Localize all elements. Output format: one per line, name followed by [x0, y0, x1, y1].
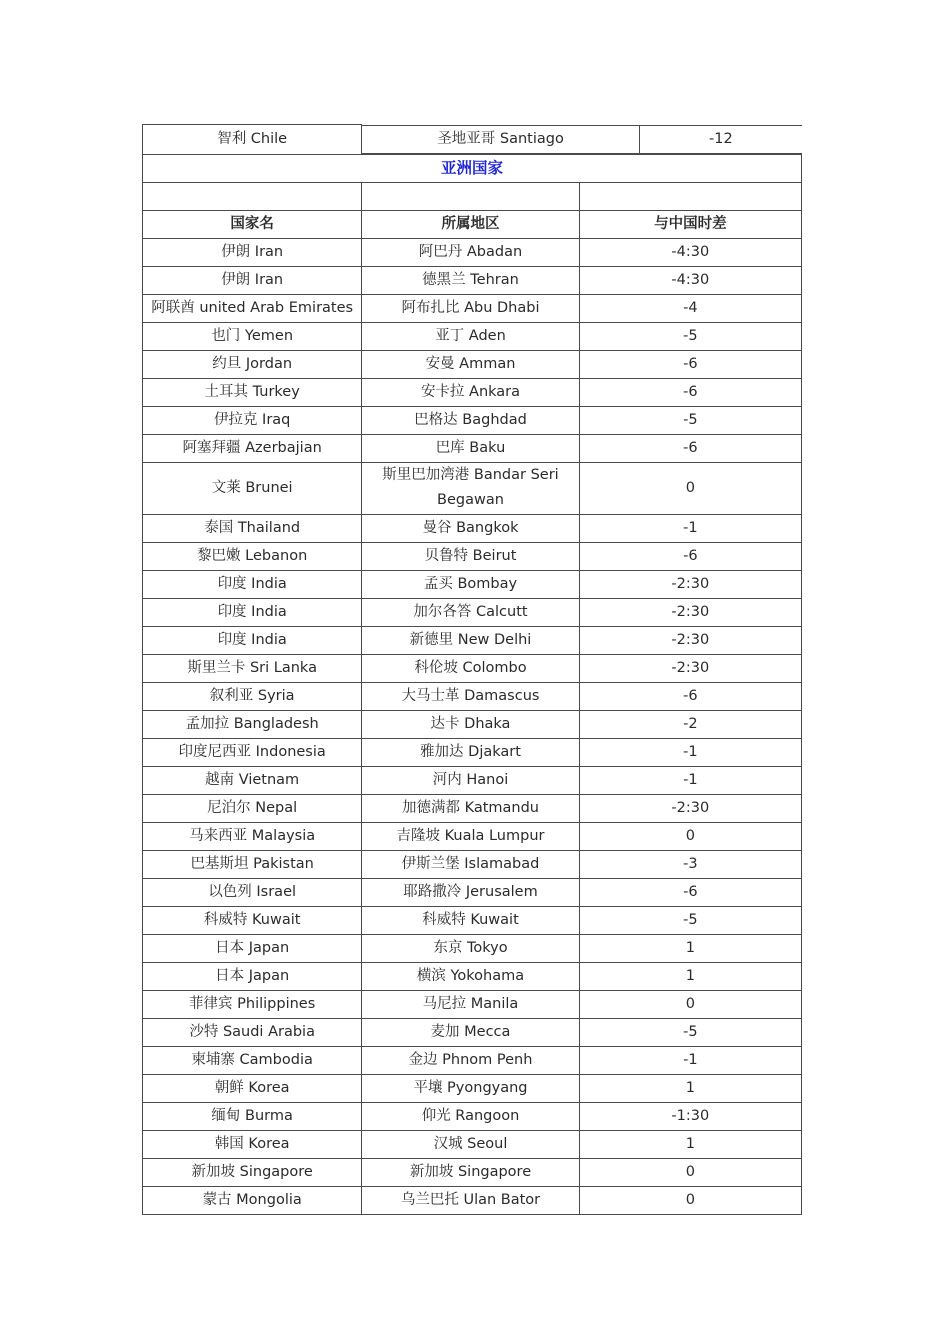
- empty-cell: [143, 182, 362, 210]
- time-diff-cell: -6: [579, 542, 801, 570]
- country-cell: 印度尼西亚 Indonesia: [143, 738, 362, 766]
- city-cell: 曼谷 Bangkok: [362, 514, 579, 542]
- city-cell: [362, 125, 802, 155]
- table-row: [143, 350, 802, 378]
- table-row: [143, 906, 802, 934]
- country-cell: 叙利亚 Syria: [143, 682, 362, 710]
- table-row: [143, 1046, 802, 1074]
- time-diff-cell: 0: [579, 990, 801, 1018]
- city-cell: 巴库 Baku: [362, 434, 579, 462]
- table-row: [143, 1130, 802, 1158]
- country-cell: 印度 India: [143, 626, 362, 654]
- city-cell: 科威特 Kuwait: [362, 906, 579, 934]
- time-diff-cell: -12: [639, 125, 801, 153]
- header-region: 所属地区: [362, 210, 579, 238]
- city-cell: 平壤 Pyongyang: [362, 1074, 579, 1102]
- country-cell: 巴基斯坦 Pakistan: [143, 850, 362, 878]
- table-row: [143, 1018, 802, 1046]
- time-diff-cell: -4:30: [579, 238, 801, 266]
- country-cell: 文莱 Brunei: [143, 462, 362, 514]
- country-cell: 柬埔寨 Cambodia: [143, 1046, 362, 1074]
- time-diff-cell: 1: [579, 934, 801, 962]
- time-diff-cell: 1: [579, 962, 801, 990]
- country-cell: 土耳其 Turkey: [143, 378, 362, 406]
- city-cell: 加尔各答 Calcutt: [362, 598, 579, 626]
- time-diff-cell: 0: [579, 1186, 801, 1214]
- city-cell: 马尼拉 Manila: [362, 990, 579, 1018]
- time-diff-cell: -4:30: [579, 266, 801, 294]
- table-row: [143, 934, 802, 962]
- city-cell: 耶路撒冷 Jerusalem: [362, 878, 579, 906]
- time-diff-cell: -1:30: [579, 1102, 801, 1130]
- table-row: [143, 266, 802, 294]
- city-cell: 亚丁 Aden: [362, 322, 579, 350]
- table-row: [143, 1074, 802, 1102]
- country-cell: 泰国 Thailand: [143, 514, 362, 542]
- country-cell: 伊拉克 Iraq: [143, 406, 362, 434]
- city-cell: 安曼 Amman: [362, 350, 579, 378]
- country-cell: 沙特 Saudi Arabia: [143, 1018, 362, 1046]
- country-cell: 新加坡 Singapore: [143, 1158, 362, 1186]
- time-diff-cell: -5: [579, 406, 801, 434]
- city-cell: 大马士革 Damascus: [362, 682, 579, 710]
- table-row: [143, 738, 802, 766]
- country-cell: 蒙古 Mongolia: [143, 1186, 362, 1214]
- city-cell: 贝鲁特 Beirut: [362, 542, 579, 570]
- time-diff-cell: -4: [579, 294, 801, 322]
- time-diff-cell: -6: [579, 682, 801, 710]
- table-row: [143, 1102, 802, 1130]
- table-row: [143, 626, 802, 654]
- time-diff-cell: 1: [579, 1074, 801, 1102]
- city-cell: 阿巴丹 Abadan: [362, 238, 579, 266]
- time-diff-cell: -3: [579, 850, 801, 878]
- country-cell: 印度 India: [143, 598, 362, 626]
- city-cell: 圣地亚哥 Santiago: [362, 125, 639, 153]
- time-diff-cell: -2:30: [579, 598, 801, 626]
- time-difference-table: [142, 124, 802, 1215]
- city-cell: 乌兰巴托 Ulan Bator: [362, 1186, 579, 1214]
- header-time-diff: 与中国时差: [579, 210, 801, 238]
- time-diff-cell: -6: [579, 350, 801, 378]
- time-diff-cell: -5: [579, 906, 801, 934]
- time-diff-cell: 0: [579, 462, 801, 514]
- country-cell: 阿联酋 united Arab Emirates: [143, 294, 362, 322]
- city-cell: 新加坡 Singapore: [362, 1158, 579, 1186]
- table-row: [143, 1186, 802, 1214]
- city-cell: 吉隆坡 Kuala Lumpur: [362, 822, 579, 850]
- city-cell: 孟买 Bombay: [362, 570, 579, 598]
- table-row: [143, 322, 802, 350]
- table-row: [143, 682, 802, 710]
- time-diff-cell: -2: [579, 710, 801, 738]
- header-row: [143, 210, 802, 238]
- country-cell: 斯里兰卡 Sri Lanka: [143, 654, 362, 682]
- city-cell: 河内 Hanoi: [362, 766, 579, 794]
- country-cell: 马来西亚 Malaysia: [143, 822, 362, 850]
- time-diff-cell: -1: [579, 738, 801, 766]
- country-cell: 印度 India: [143, 570, 362, 598]
- table-row: [143, 462, 802, 514]
- table-row: [143, 990, 802, 1018]
- country-cell: 科威特 Kuwait: [143, 906, 362, 934]
- city-cell: 阿布扎比 Abu Dhabi: [362, 294, 579, 322]
- city-cell: 德黑兰 Tehran: [362, 266, 579, 294]
- table-row: [143, 766, 802, 794]
- table-row: [143, 570, 802, 598]
- city-cell: 东京 Tokyo: [362, 934, 579, 962]
- time-diff-cell: 0: [579, 822, 801, 850]
- table-row: [143, 238, 802, 266]
- city-cell: 金边 Phnom Penh: [362, 1046, 579, 1074]
- empty-row: [143, 182, 802, 210]
- time-diff-cell: -2:30: [579, 570, 801, 598]
- country-cell: 阿塞拜疆 Azerbajian: [143, 434, 362, 462]
- city-cell: 科伦坡 Colombo: [362, 654, 579, 682]
- table-row: [143, 542, 802, 570]
- country-cell: 以色列 Israel: [143, 878, 362, 906]
- city-cell: 巴格达 Baghdad: [362, 406, 579, 434]
- country-cell: 越南 Vietnam: [143, 766, 362, 794]
- table-row: [143, 434, 802, 462]
- table-row: [143, 294, 802, 322]
- table-row: [143, 822, 802, 850]
- country-cell: 缅甸 Burma: [143, 1102, 362, 1130]
- table-row: [143, 1158, 802, 1186]
- table-row: [143, 962, 802, 990]
- time-diff-cell: -2:30: [579, 794, 801, 822]
- time-diff-cell: -6: [579, 878, 801, 906]
- table-row: [143, 654, 802, 682]
- country-cell: 智利 Chile: [143, 125, 362, 155]
- empty-cell: [362, 182, 579, 210]
- empty-cell: [579, 182, 801, 210]
- country-cell: 也门 Yemen: [143, 322, 362, 350]
- time-diff-cell: -6: [579, 378, 801, 406]
- table-row: [143, 406, 802, 434]
- city-cell: 麦加 Mecca: [362, 1018, 579, 1046]
- city-cell: 加德满都 Katmandu: [362, 794, 579, 822]
- table-row: [143, 598, 802, 626]
- city-cell: 新德里 New Delhi: [362, 626, 579, 654]
- country-cell: 约旦 Jordan: [143, 350, 362, 378]
- time-diff-cell: -5: [579, 322, 801, 350]
- time-diff-cell: -1: [579, 1046, 801, 1074]
- table-row: [143, 794, 802, 822]
- city-cell: 仰光 Rangoon: [362, 1102, 579, 1130]
- country-cell: 伊朗 Iran: [143, 238, 362, 266]
- city-cell: 汉城 Seoul: [362, 1130, 579, 1158]
- city-cell: 达卡 Dhaka: [362, 710, 579, 738]
- table-row: [143, 850, 802, 878]
- country-cell: 韩国 Korea: [143, 1130, 362, 1158]
- table-row: [143, 514, 802, 542]
- city-cell: 安卡拉 Ankara: [362, 378, 579, 406]
- country-cell: 菲律宾 Philippines: [143, 990, 362, 1018]
- city-cell: 斯里巴加湾港 Bandar Seri Begawan: [362, 462, 579, 514]
- section-row: [143, 154, 802, 182]
- time-diff-cell: -1: [579, 514, 801, 542]
- city-cell: 雅加达 Djakart: [362, 738, 579, 766]
- time-diff-cell: 1: [579, 1130, 801, 1158]
- table-body: [143, 125, 802, 1215]
- time-diff-cell: -5: [579, 1018, 801, 1046]
- country-cell: 日本 Japan: [143, 934, 362, 962]
- header-country: 国家名: [143, 210, 362, 238]
- city-cell: 横滨 Yokohama: [362, 962, 579, 990]
- time-diff-cell: -6: [579, 434, 801, 462]
- country-cell: 孟加拉 Bangladesh: [143, 710, 362, 738]
- table-row: [143, 878, 802, 906]
- city-cell: 伊斯兰堡 Islamabad: [362, 850, 579, 878]
- time-diff-cell: -1: [579, 766, 801, 794]
- country-cell: 黎巴嫩 Lebanon: [143, 542, 362, 570]
- time-diff-cell: -2:30: [579, 626, 801, 654]
- country-cell: 日本 Japan: [143, 962, 362, 990]
- country-cell: 伊朗 Iran: [143, 266, 362, 294]
- table-row: [143, 125, 802, 155]
- time-diff-cell: 0: [579, 1158, 801, 1186]
- section-title: 亚洲国家: [143, 154, 802, 182]
- country-cell: 朝鲜 Korea: [143, 1074, 362, 1102]
- table-row: [143, 710, 802, 738]
- country-cell: 尼泊尔 Nepal: [143, 794, 362, 822]
- time-diff-cell: -2:30: [579, 654, 801, 682]
- table-row: [143, 378, 802, 406]
